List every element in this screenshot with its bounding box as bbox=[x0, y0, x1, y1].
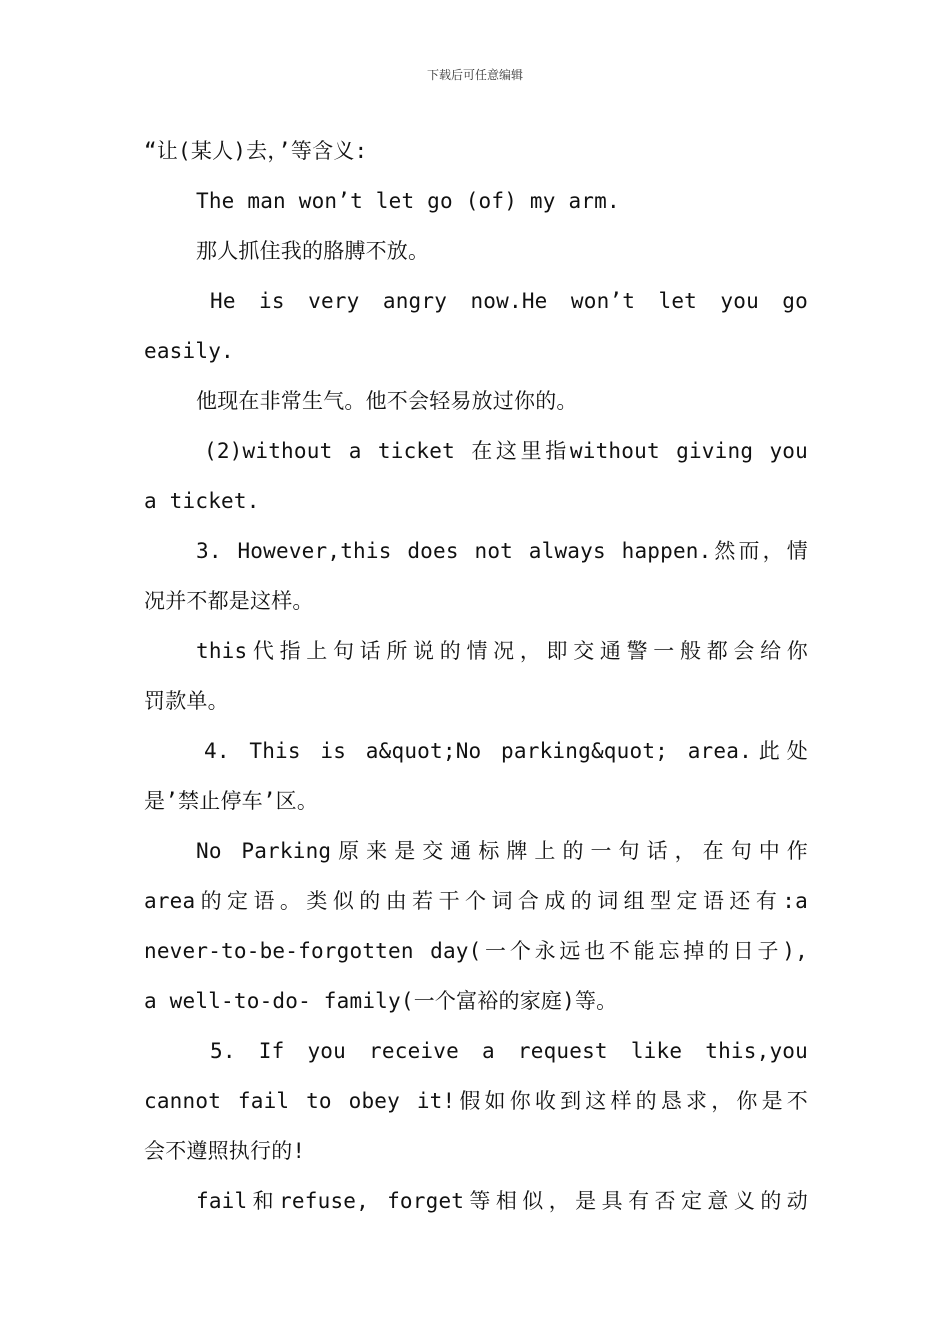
text-line: 3. However,this does not always happen.然而，情 bbox=[196, 539, 808, 563]
text-line: cannot fail to obey it!假如你收到这样的恳求，你是不 bbox=[144, 1089, 808, 1113]
text-line: No Parking原来是交通标牌上的一句话，在句中作 bbox=[196, 839, 808, 863]
text-line: The man won’t let go (of) my arm. bbox=[196, 189, 620, 213]
text-line: this代指上句话所说的情况，即交通警一般都会给你 bbox=[196, 639, 808, 663]
text-line: “让(某人)去，’等含义: bbox=[144, 139, 368, 163]
text-line: 他现在非常生气。他不会轻易放过你的。 bbox=[196, 389, 578, 413]
text-line: 那人抓住我的胳膊不放。 bbox=[196, 239, 430, 263]
text-line: area的定语。类似的由若干个词合成的词组型定语还有:a bbox=[144, 889, 808, 913]
text-line: 罚款单。 bbox=[144, 689, 229, 713]
text-line: 况并不都是这样。 bbox=[144, 589, 314, 613]
text-line: 4. This is a&quot;No parking&quot; area.此处 bbox=[204, 739, 808, 763]
text-line: 是’禁止停车’区。 bbox=[144, 789, 319, 813]
text-line: a ticket. bbox=[144, 489, 260, 513]
text-line: He is very angry now.He won’t let you go bbox=[210, 289, 808, 313]
body-text bbox=[144, 126, 808, 1226]
text-line: fail和refuse, forget等相似，是具有否定意义的动 bbox=[196, 1189, 808, 1213]
text-line: 会不遵照执行的! bbox=[144, 1139, 306, 1163]
text-line: never-to-be-forgotten day(一个永远也不能忘掉的日子), bbox=[144, 939, 808, 963]
text-line: 5. If you receive a request like this,you bbox=[210, 1039, 808, 1063]
text-line: easily. bbox=[144, 339, 234, 363]
text-line: a well-to-do- family(一个富裕的家庭)等。 bbox=[144, 989, 618, 1013]
text-line: (2)without a ticket 在这里指without giving you bbox=[204, 439, 808, 463]
header-note: 下载后可任意编辑 bbox=[426, 68, 523, 82]
